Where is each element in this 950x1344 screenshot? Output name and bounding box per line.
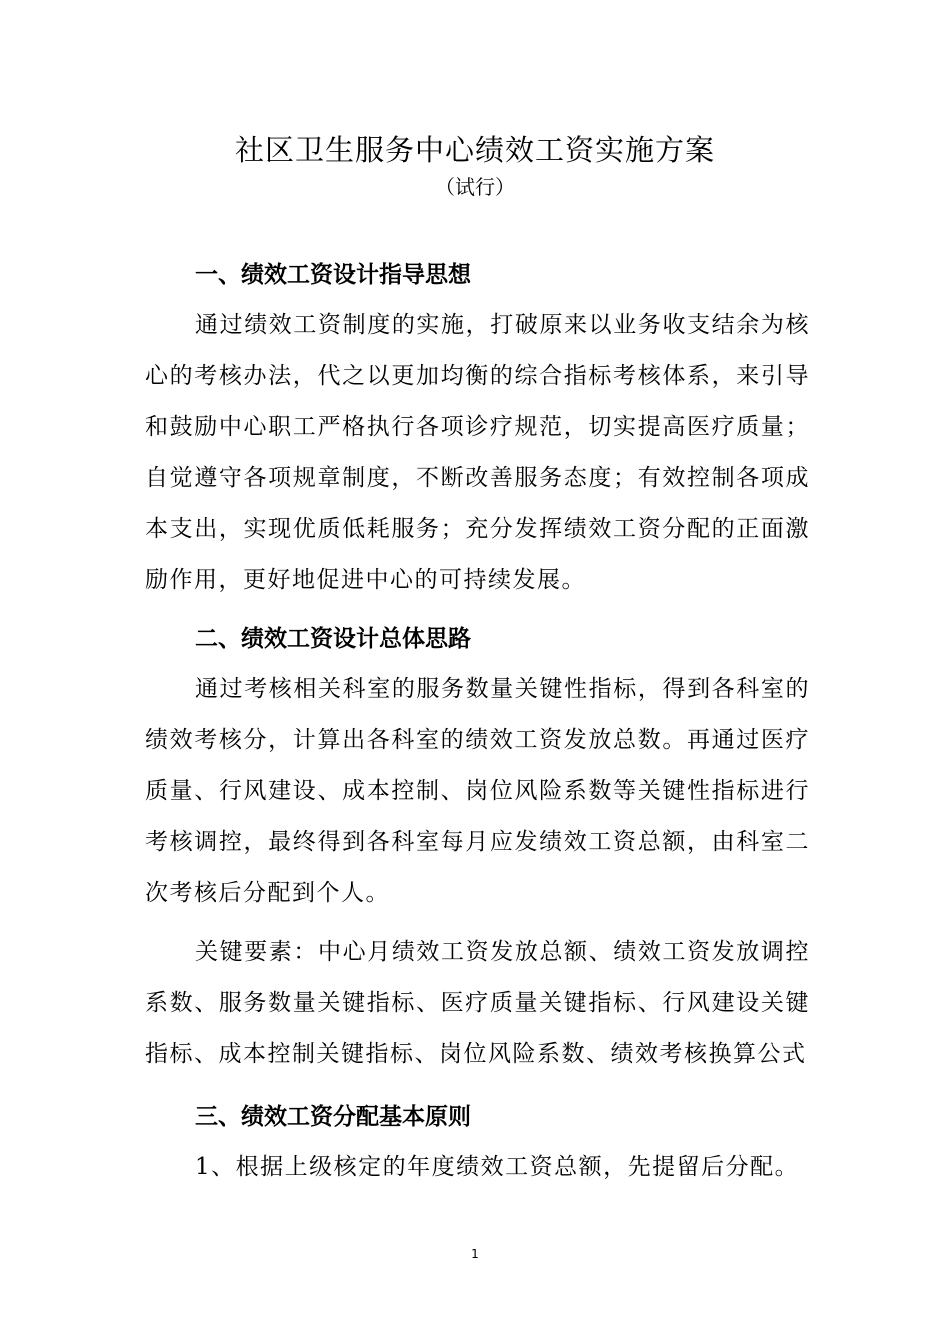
- section-heading-2: 二、绩效工资设计总体思路: [195, 626, 471, 652]
- spacer: [145, 919, 810, 927]
- document-body: [145, 250, 810, 1193]
- spacer: [145, 606, 810, 614]
- section-2-paragraph-1: 通过考核相关科室的服务数量关键性指标，得到各科室的绩效考核分，计算出各科室的绩效工资发放总数。再通过医疗质量、行风建设、成本控制、岗位风险系数等关键性指标进行考核调控，最终得到各科室每月应发绩效工资总额，由科室二次考核后分配到个人。: [145, 676, 810, 906]
- page-number: 1: [471, 1247, 479, 1261]
- section-2-paragraph-2: 关键要素：中心月绩效工资发放总额、绩效工资发放调控系数、服务数量关键指标、医疗质量关键指标、行风建设关键指标、成本控制关键指标、岗位风险系数、绩效考核换算公式: [145, 939, 810, 1067]
- section-heading-3: 三、绩效工资分配基本原则: [195, 1104, 471, 1130]
- document-subtitle: （试行）: [435, 175, 515, 199]
- section-1-paragraph-1: 通过绩效工资制度的实施，打破原来以业务收支结余为核心的考核办法，代之以更加均衡的综合指标考核体系，来引导和鼓励中心职工严格执行各项诊疗规范，切实提高医疗质量；自觉遵守各项规章制度，不断改善服务态度；有效控制各项成本支出，实现优质低耗服务；充分发挥绩效工资分配的正面激励作用，更好地促进中心的可持续发展。: [145, 312, 810, 593]
- spacer: [145, 1080, 810, 1092]
- document-title: 社区卫生服务中心绩效工资实施方案: [234, 133, 715, 167]
- section-heading-1: 一、绩效工资设计指导思想: [195, 262, 471, 288]
- section-3-paragraph-1: 1、根据上级核定的年度绩效工资总额，先提留后分配。: [195, 1154, 800, 1180]
